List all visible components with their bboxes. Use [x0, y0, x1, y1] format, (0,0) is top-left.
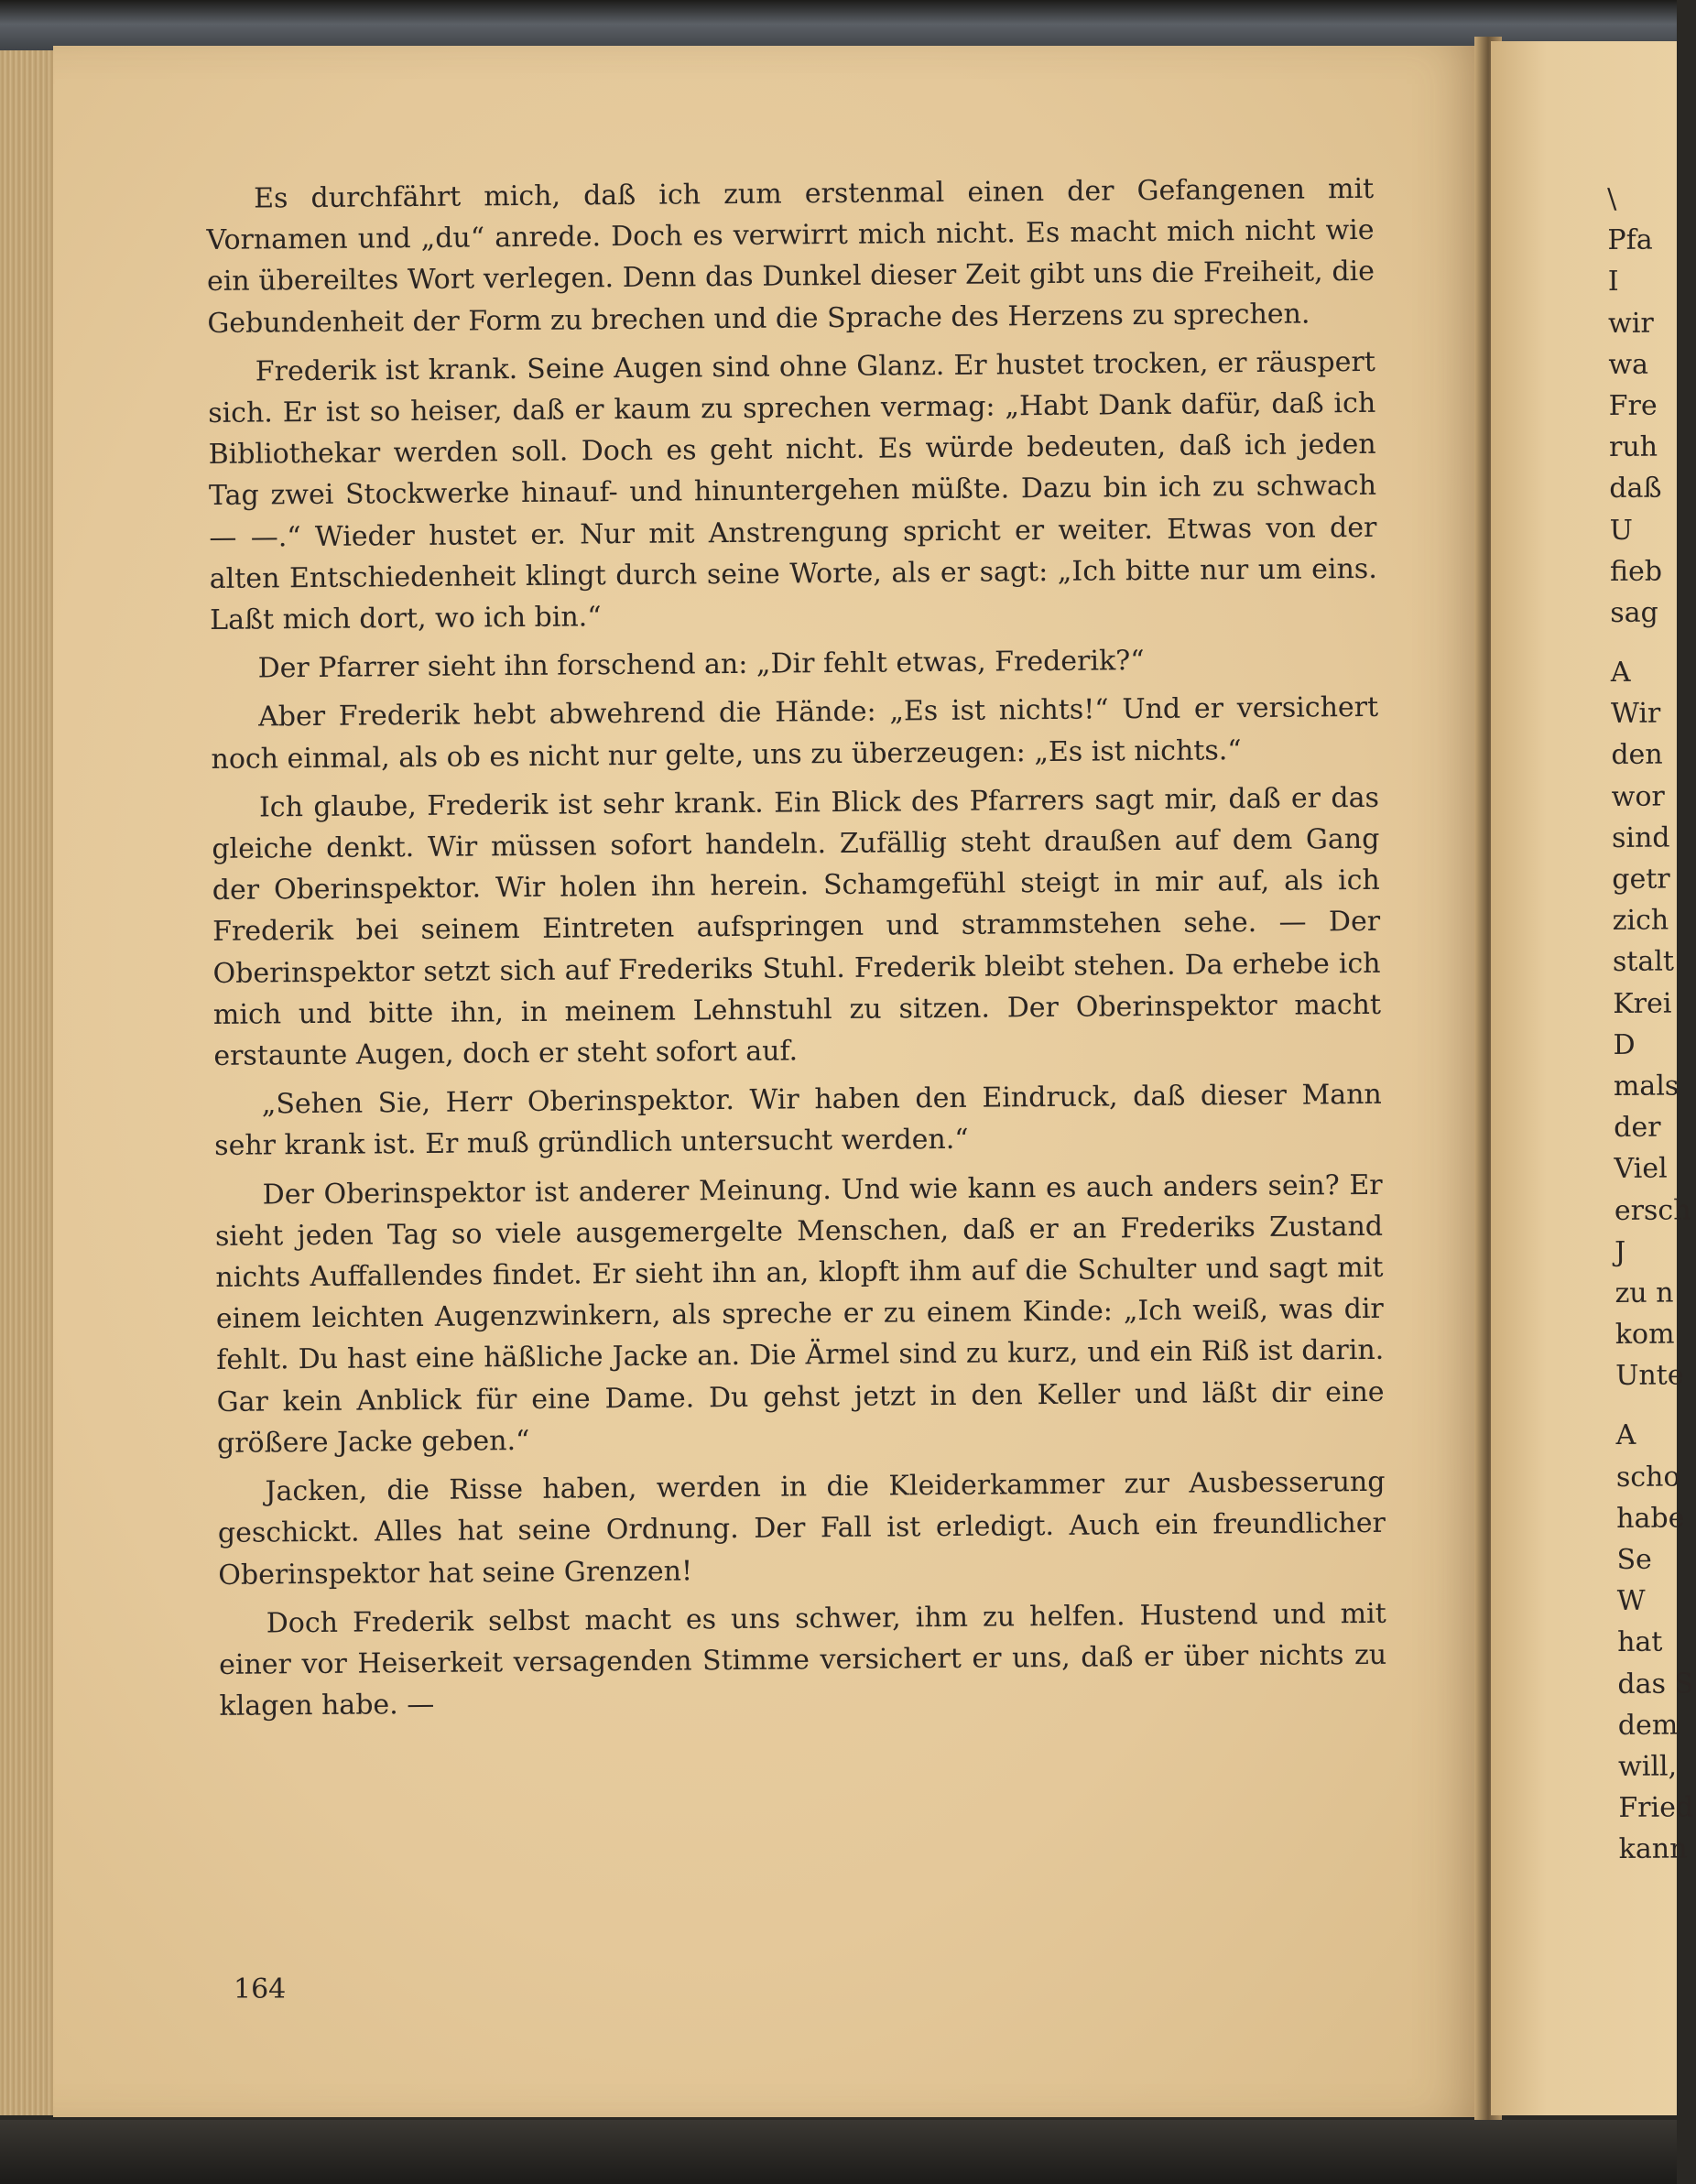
right-page-line-fragment: mals	[1613, 1070, 1680, 1103]
right-page-line-fragment: sind	[1611, 821, 1670, 854]
right-page-line-fragment: D	[1613, 1028, 1636, 1061]
right-page-line-fragment: ruh	[1608, 430, 1658, 464]
right-page-line-fragment: den	[1611, 739, 1663, 772]
right-page-line-fragment: zich	[1612, 904, 1669, 938]
right-page-line-fragment: dem	[1617, 1709, 1679, 1742]
right-page-line-fragment: Unte	[1615, 1359, 1684, 1393]
right-page-line-fragment: hat	[1617, 1625, 1663, 1659]
right-page-line-fragment: will,	[1617, 1750, 1678, 1783]
paragraph: Der Pfarrer sieht ihn forschend an: „Dir fehlt etwas, Frederik?“	[257, 645, 1145, 685]
right-page-line-fragment: Se	[1616, 1543, 1652, 1576]
stacked-page-edges	[0, 50, 55, 2115]
right-page-line-fragment: habe	[1616, 1502, 1685, 1535]
right-page-line-fragment: Krei	[1613, 987, 1672, 1020]
right-page-line-fragment: wa	[1608, 348, 1649, 381]
paragraph: Aber Frederik hebt abwehrend die Hände: „Es ist nichts!“ Und er versichert noch einmal, als ob es nicht nur gelte, uns zu überzeugen: „Es ist nichts.“	[211, 691, 1379, 776]
right-page-line-fragment: Fried	[1618, 1791, 1694, 1825]
right-page-line-fragment	[1610, 633, 1683, 652]
right-page-line-fragment: kom	[1614, 1318, 1675, 1352]
right-page-line-fragment: wor	[1611, 780, 1665, 813]
paragraph: Jacken, die Risse haben, werden in die Kleiderkammer zur Ausbesserung geschickt. Alles hat seine Ordnung. Der Fall ist erledigt. Auch ein freundlicher Oberinspektor hat seine Grenzen!	[217, 1465, 1386, 1592]
paragraph: Frederik ist krank. Seine Augen sind ohne Glanz. Er hustet trocken, er räuspert sich. Er ist so heiser, daß er kaum zu sprechen vermag: „Habt Dank dafür, daß ich Bibliothekar werden soll. Doch es geht nicht. Es würde bedeuten, daß ich jeden Tag zwei Stockwerke hinauf- und hinuntergehen müßte. Dazu bin ich zu schwach — —.“ Wieder hustet er. Nur mit Anstrengung spricht er weiter. Etwas von der alten Entschiedenheit klingt durch seine Worte, als er sagt: „Ich bitte nur um eins. Laßt mich dort, wo ich bin.“	[208, 345, 1377, 637]
page-number: 164	[234, 1973, 287, 2005]
right-page-line-fragment: das S	[1617, 1667, 1694, 1700]
right-page-line-fragment: Pfa	[1607, 223, 1653, 257]
right-page-line-fragment: A	[1610, 656, 1631, 690]
paragraph: Es durchfährt mich, daß ich zum erstenmal einen der Gefangenen mit Vornamen und „du“ anrede. Doch es verwirrt mich nicht. Es macht mich nicht wie ein übereiltes Wort verlegen. Denn das Dunkel dieser Zeit gibt uns die Freiheit, die Gebundenheit der Form zu brechen und die Sprache des Herzens zu sprechen.	[206, 172, 1375, 340]
right-page-text-fragments	[1607, 178, 1692, 1870]
right-page-line-fragment: der	[1614, 1111, 1661, 1145]
right-page-line-fragment: \	[1607, 182, 1617, 215]
right-page-line-fragment: Fre	[1608, 389, 1658, 422]
right-page-line-fragment: stalt	[1612, 945, 1675, 979]
left-page-text	[206, 168, 1387, 1734]
right-page-line-fragment: daß	[1609, 472, 1662, 505]
right-page-line-fragment: ersch	[1614, 1193, 1691, 1227]
right-page-line-fragment: Wir	[1610, 697, 1661, 731]
paragraph: Ich glaube, Frederik ist sehr krank. Ein Blick des Pfarrers sagt mir, daß er das gleiche denkt. Wir müssen sofort handeln. Zufällig steht draußen auf dem Gang der Oberinspektor. Wir holen ihn herein. Schamgefühl steigt in mir auf, als ich Frederik bei seinem Eintreten aufspringen und strammstehen sehe. — Der Oberinspektor setzt sich auf Frederiks Stuhl. Frederik bleibt stehen. Da erhebe ich mich und bitte ihn, in meinem Lehnstuhl zu sitzen. Der Oberinspektor macht erstaunte Augen, doch er steht sofort auf.	[212, 781, 1382, 1073]
right-page-line-fragment: fieb	[1609, 555, 1663, 588]
right-page-line-fragment	[1615, 1396, 1689, 1416]
scan-bottom-border	[0, 2120, 1677, 2184]
right-page-line-fragment: wir	[1607, 307, 1654, 340]
right-page-line-fragment: kann	[1618, 1832, 1688, 1866]
right-page-line-fragment: Viel	[1614, 1152, 1668, 1186]
right-page-line-fragment: A	[1615, 1419, 1636, 1452]
right-page-line-fragment: W	[1616, 1584, 1646, 1618]
right-page-line-fragment: getr	[1612, 863, 1670, 896]
right-page-line-fragment: I	[1607, 266, 1619, 299]
right-page-line-fragment: scho	[1615, 1461, 1680, 1494]
paragraph: Doch Frederik selbst macht es uns schwer, ihm zu helfen. Hustend und mit einer vor Heiserkeit versagenden Stimme versichert er uns, daß er über nichts zu klagen habe. —	[219, 1597, 1387, 1723]
paragraph: Der Oberinspektor ist anderer Meinung. Und wie kann es auch anders sein? Er sieht jeden Tag so viele ausgemergelte Menschen, daß er an Frederiks Zustand nichts Auffallendes findet. Er sieht ihn an, klopft ihm auf die Schulter und sagt mit einem leichten Augenzwinkern, als spreche er zu einem Kinde: „Ich weiß, was dir fehlt. Du hast eine häßliche Jacke an. Die Ärmel sind zu kurz, und ein Riß ist darin. Gar kein Anblick für eine Dame. Du gehst jetzt in den Keller und läßt dir eine größere Jacke geben.“	[214, 1168, 1385, 1460]
right-page-line-fragment: sag	[1610, 596, 1658, 629]
right-page-line-fragment: U	[1609, 514, 1634, 547]
paragraph: „Sehen Sie, Herr Oberinspektor. Wir haben den Eindruck, daß dieser Mann sehr krank ist. Er muß gründlich untersucht werden.“	[214, 1079, 1382, 1163]
right-page-line-fragment: zu n	[1614, 1277, 1674, 1309]
right-page-line-fragment: J	[1614, 1235, 1626, 1268]
